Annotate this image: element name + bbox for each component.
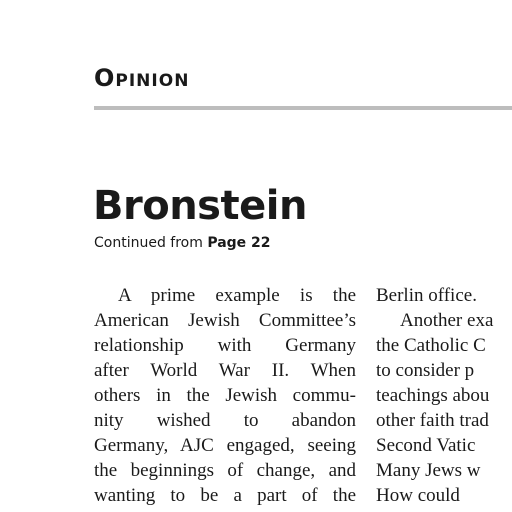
continued-from-line	[94, 235, 271, 251]
text-line: Another exa	[400, 310, 494, 331]
text-line: teachings abou	[376, 385, 490, 406]
text-line: others in the Jewish commu-	[94, 385, 356, 406]
text-line: wanting to be a part of the	[94, 485, 356, 506]
section-divider	[94, 106, 512, 110]
text-line: A prime example is the	[118, 285, 356, 306]
text-line: Berlin office.	[376, 285, 477, 306]
continued-prefix: Continued from	[94, 235, 203, 251]
article-headline: Bronstein	[93, 183, 307, 229]
text-line: How could	[376, 485, 460, 506]
text-line: Second Vatic	[376, 435, 476, 456]
section-title: Opinion	[94, 64, 190, 92]
text-line: relationship with Germany	[94, 335, 356, 356]
text-line: Many Jews w	[376, 460, 481, 481]
text-line: the Catholic C	[376, 335, 486, 356]
text-line: the beginnings of change, and	[94, 460, 356, 481]
text-line: American Jewish Committee’s	[94, 310, 356, 331]
text-line: other faith trad	[376, 410, 489, 431]
text-line: Germany, AJC engaged, seeing	[94, 435, 356, 456]
continued-page-link[interactable]: Page 22	[207, 235, 271, 251]
article-column-2	[376, 283, 512, 508]
text-line: to consider p	[376, 360, 475, 381]
text-line: after World War II. When	[94, 360, 356, 381]
article-column-1	[94, 283, 356, 508]
text-line: nity wished to abandon	[94, 410, 356, 431]
